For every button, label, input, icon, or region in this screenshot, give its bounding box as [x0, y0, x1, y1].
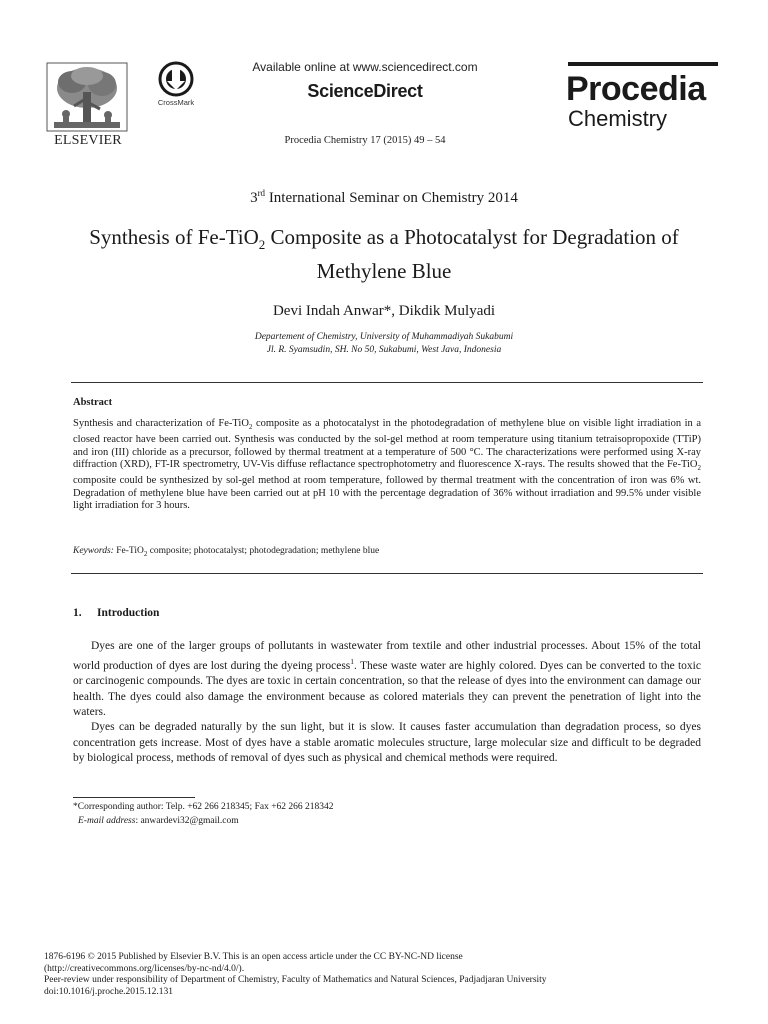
intro-paragraph-1: Dyes are one of the larger groups of pollutants in wastewater from textile and other industrial processes. About 15% of the total world production of dyes are lost during the dyeing process$^1$. These waste water are highly colored. Dyes can be converted to the toxic or carcinogenic compounds. The dyes are toxic in certain concentration, so that the release of dyes into the environment can damage our health. The dyes could also damage the environment because as colored materials they can prevent the penetration of light into the waters. [73, 640, 701, 719]
journal-logo-procedia: Procedia [566, 70, 706, 108]
seminar-name: 3rd International Seminar on Chemistry 2014 [250, 188, 518, 206]
peer-review-line: Peer-review under responsibility of Department of Chemistry, Faculty of Mathematics and Natural Sciences, Padjadjaran University [44, 975, 547, 986]
journal-citation: Procedia Chemistry 17 (2015) 49 – 54 [284, 135, 446, 146]
affiliation-line-2: Jl. R. Syamsudin, SH. No 50, Sukabumi, West Java, Indonesia [266, 345, 502, 355]
intro-paragraph-2: Dyes can be degraded naturally by the sun light, but it is slow. It causes faster accumulation than degradation process, so dyes concentration gets increase. Most of dyes have a stable aromatic molecules structure, large molecular size and difficult to be degraded by biological process, methods of removal of dyes such as physical and chemical methods were required. [73, 721, 701, 764]
author-affiliation [0, 331, 768, 357]
doi-line[interactable]: doi:10.1016/j.proche.2015.12.131 [44, 987, 174, 998]
sciencedirect-wordmark: ScienceDirect [307, 81, 423, 101]
email-address[interactable]: : anwardevi32@gmail.com [135, 815, 239, 826]
copyright-block [44, 952, 724, 999]
email-line: E-mail address: anwardevi32@gmail.com [78, 815, 239, 826]
introduction-body [73, 639, 701, 766]
abstract-bottom-rule [71, 573, 703, 574]
procedia-top-bar [568, 62, 718, 66]
keywords-line: Keywords: Fe-TiO$_2$ composite; photocatalyst; photodegradation; methylene blue [73, 546, 380, 558]
footnote-rule [73, 797, 195, 798]
available-online-text: Available online at www.sciencedirect.com [252, 60, 478, 74]
copyright-line: 1876-6196 © 2015 Published by Elsevier B.V. This is an open access article under the CC BY-NC-ND license [44, 952, 463, 962]
paper-title: Synthesis of Fe-TiO$_2$ Composite as a Photocatalyst for Degradation of Methylene Blue [89, 225, 679, 284]
license-link[interactable]: (http://creativecommons.org/licenses/by-nc-nd/4.0/). [44, 963, 245, 974]
abstract-heading: Abstract [73, 397, 113, 408]
affiliation-line-1: Departement of Chemistry, University of Muhammadiyah Sukabumi [254, 332, 514, 342]
journal-logo-chemistry: Chemistry [568, 106, 668, 131]
crossmark-label: CrossMark [157, 98, 195, 107]
publisher-name: ELSEVIER [54, 133, 122, 148]
corresponding-author-contact: *Corresponding author: Telp. +62 266 218345; Fax +62 266 218342 [73, 802, 334, 812]
abstract-top-rule [71, 382, 703, 383]
abstract-text: Synthesis and characterization of Fe-TiO$_2$ composite as a photocatalyst in the photodegradation of methylene blue on visible light irradiation in a closed reactor have been carried out. Synthesis was conducted by the sol-gel method at room temperature using titanium tetraisopropoxide (TTiP) and iron (III) chloride as a precursor, followed by thermal treatment at a temperature of 500 °C. The characterizations were performed using X-ray diffraction (XRD), FT-IR spectrometry, UV-Vis diffuse reflactance spectrophotometry and fluorescence X-rays. The results showed that the Fe-TiO$_2$ composite could be synthesized by sol-gel method at room temperature, followed by thermal treatment with the concentration of iron was 6% wt. Degradation of methylene blue have been carried out at pH 10 with the percentage degradation of 36% without irradiation and 99.5% under visible light irradiation for 3 hours. [73, 418, 701, 512]
section-heading-introduction: 1. Introduction [73, 607, 160, 619]
corresponding-author-footnote [73, 801, 701, 828]
author-list: Devi Indah Anwar*, Dikdik Mulyadi [272, 303, 496, 319]
